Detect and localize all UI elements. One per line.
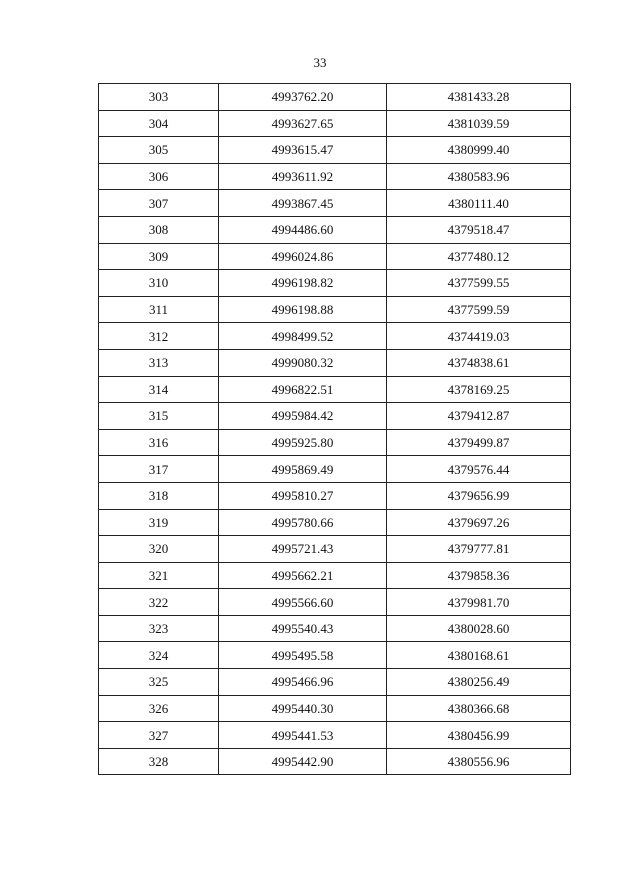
y-coordinate-cell: 4381039.59: [387, 110, 571, 137]
x-coordinate-cell: 4995925.80: [219, 429, 387, 456]
y-coordinate-cell: 4379777.81: [387, 536, 571, 563]
x-coordinate-cell: 4995869.49: [219, 456, 387, 483]
x-coordinate-cell: 4996198.82: [219, 270, 387, 297]
y-coordinate-cell: 4379499.87: [387, 429, 571, 456]
point-number-cell: 324: [99, 642, 219, 669]
point-number-cell: 328: [99, 748, 219, 775]
x-coordinate-cell: 4995495.58: [219, 642, 387, 669]
y-coordinate-cell: 4380111.40: [387, 190, 571, 217]
x-coordinate-cell: 4995442.90: [219, 748, 387, 775]
point-number-cell: 321: [99, 562, 219, 589]
table-row: [99, 642, 571, 669]
point-number-cell: 304: [99, 110, 219, 137]
y-coordinate-cell: 4377599.55: [387, 270, 571, 297]
x-coordinate-cell: 4995441.53: [219, 722, 387, 749]
point-number-cell: 312: [99, 323, 219, 350]
x-coordinate-cell: 4993627.65: [219, 110, 387, 137]
table-row: [99, 323, 571, 350]
x-coordinate-cell: 4995721.43: [219, 536, 387, 563]
y-coordinate-cell: 4379518.47: [387, 216, 571, 243]
coordinates-table: [98, 83, 571, 775]
point-number-cell: 314: [99, 376, 219, 403]
point-number-cell: 311: [99, 296, 219, 323]
point-number-cell: 310: [99, 270, 219, 297]
y-coordinate-cell: 4380366.68: [387, 695, 571, 722]
point-number-cell: 327: [99, 722, 219, 749]
y-coordinate-cell: 4379697.26: [387, 509, 571, 536]
table-row: [99, 270, 571, 297]
y-coordinate-cell: 4377599.59: [387, 296, 571, 323]
y-coordinate-cell: 4374419.03: [387, 323, 571, 350]
point-number-cell: 317: [99, 456, 219, 483]
x-coordinate-cell: 4996198.88: [219, 296, 387, 323]
table-row: [99, 669, 571, 696]
x-coordinate-cell: 4993615.47: [219, 137, 387, 164]
point-number-cell: 323: [99, 615, 219, 642]
table-row: [99, 722, 571, 749]
table-row: [99, 163, 571, 190]
x-coordinate-cell: 4994486.60: [219, 216, 387, 243]
y-coordinate-cell: 4380028.60: [387, 615, 571, 642]
table-row: [99, 84, 571, 111]
x-coordinate-cell: 4995780.66: [219, 509, 387, 536]
point-number-cell: 315: [99, 403, 219, 430]
y-coordinate-cell: 4379656.99: [387, 482, 571, 509]
y-coordinate-cell: 4380256.49: [387, 669, 571, 696]
point-number-cell: 320: [99, 536, 219, 563]
table-row: [99, 110, 571, 137]
y-coordinate-cell: 4380583.96: [387, 163, 571, 190]
x-coordinate-cell: 4993867.45: [219, 190, 387, 217]
y-coordinate-cell: 4380999.40: [387, 137, 571, 164]
point-number-cell: 316: [99, 429, 219, 456]
x-coordinate-cell: 4995466.96: [219, 669, 387, 696]
table-row: [99, 243, 571, 270]
x-coordinate-cell: 4995440.30: [219, 695, 387, 722]
table-row: [99, 482, 571, 509]
point-number-cell: 307: [99, 190, 219, 217]
table-body: [99, 84, 571, 775]
table-row: [99, 376, 571, 403]
x-coordinate-cell: 4995566.60: [219, 589, 387, 616]
x-coordinate-cell: 4995540.43: [219, 615, 387, 642]
point-number-cell: 313: [99, 349, 219, 376]
y-coordinate-cell: 4377480.12: [387, 243, 571, 270]
y-coordinate-cell: 4379858.36: [387, 562, 571, 589]
table-row: [99, 403, 571, 430]
y-coordinate-cell: 4379981.70: [387, 589, 571, 616]
table-row: [99, 456, 571, 483]
table-row: [99, 615, 571, 642]
y-coordinate-cell: 4380456.99: [387, 722, 571, 749]
x-coordinate-cell: 4993762.20: [219, 84, 387, 111]
x-coordinate-cell: 4995662.21: [219, 562, 387, 589]
point-number-cell: 303: [99, 84, 219, 111]
table-row: [99, 536, 571, 563]
y-coordinate-cell: 4379576.44: [387, 456, 571, 483]
y-coordinate-cell: 4380556.96: [387, 748, 571, 775]
point-number-cell: 325: [99, 669, 219, 696]
x-coordinate-cell: 4996024.86: [219, 243, 387, 270]
x-coordinate-cell: 4993611.92: [219, 163, 387, 190]
y-coordinate-cell: 4380168.61: [387, 642, 571, 669]
table-row: [99, 509, 571, 536]
table-row: [99, 296, 571, 323]
table-row: [99, 190, 571, 217]
point-number-cell: 309: [99, 243, 219, 270]
y-coordinate-cell: 4378169.25: [387, 376, 571, 403]
table-row: [99, 562, 571, 589]
table-row: [99, 589, 571, 616]
x-coordinate-cell: 4995810.27: [219, 482, 387, 509]
point-number-cell: 319: [99, 509, 219, 536]
x-coordinate-cell: 4998499.52: [219, 323, 387, 350]
y-coordinate-cell: 4379412.87: [387, 403, 571, 430]
y-coordinate-cell: 4381433.28: [387, 84, 571, 111]
table-row: [99, 137, 571, 164]
table-row: [99, 695, 571, 722]
point-number-cell: 306: [99, 163, 219, 190]
table-row: [99, 349, 571, 376]
x-coordinate-cell: 4996822.51: [219, 376, 387, 403]
point-number-cell: 326: [99, 695, 219, 722]
x-coordinate-cell: 4999080.32: [219, 349, 387, 376]
point-number-cell: 322: [99, 589, 219, 616]
table-row: [99, 429, 571, 456]
point-number-cell: 308: [99, 216, 219, 243]
y-coordinate-cell: 4374838.61: [387, 349, 571, 376]
table-row: [99, 748, 571, 775]
x-coordinate-cell: 4995984.42: [219, 403, 387, 430]
page-number: 33: [313, 55, 327, 70]
point-number-cell: 305: [99, 137, 219, 164]
table-row: [99, 216, 571, 243]
point-number-cell: 318: [99, 482, 219, 509]
